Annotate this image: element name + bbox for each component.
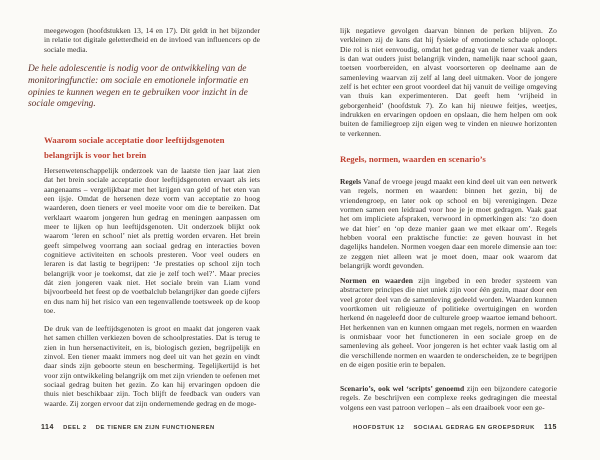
left-page-number: 114 [41, 424, 54, 431]
pull-quote: De hele adolescentie is nodig voor de ontwikkeling van de monitoringfunctie: om sociale en emotionele informatie en opinies te kunnen wegen en te gebruiken voor inzicht in de sociale omgeving. [28, 64, 249, 110]
left-footer-title: DE TIENER EN ZIJN FUNCTIONEREN [95, 425, 215, 431]
right-body-paragraph-normen [340, 276, 557, 369]
paragraph-lead-scenarios: Scenario’s, ook wel ‘scripts’ genoemd [340, 384, 465, 393]
left-page-footer [41, 424, 215, 431]
left-intro-paragraph: meegewogen (hoofdstukken 13, 14 en 17). Dit geldt in het bijzonder in relatie tot digitale geletterdheid en de invloed van influencers op de sociale media. [44, 26, 260, 54]
right-footer-chapter: HOOFDSTUK 12 [353, 425, 405, 431]
paragraph-text: zijn ingebed in een breder systeem van abstractere principes die niet uniek zijn voor één gezin, maar door een veel groter deel van de samenleving gedeeld worden. Waarden kunnen voortkomen uit religieuze of politieke overtuigingen en worden herkend én nageleefd door de culturele groep waartoe iemand behoort. Het herkennen van en kunnen omgaan met regels, normen en waarden is onmisbaar voor het functioneren in een sociale groep en de samenleving als geheel. Voor jongeren is het echter vaak lastig om al die verschillende normen en waarden te onderscheiden, ze te begrijpen en de eigen positie erin te bepalen. [340, 276, 557, 370]
paragraph-lead-regels: Regels [340, 177, 362, 186]
right-intro-paragraph: lijk negatieve gevolgen daarvan binnen de perken blijven. Zo verkleinen zij de kans dat hij fysieke of emotionele schade oploopt. Die rol is niet eenvoudig, omdat het gedrag van de tiener vaak anders is dan wat ouders juist belangrijk vinden, namelijk naar school gaan, toetsen voorbereiden, en alvast voorsorteren op deelname aan de samenleving waarvan zij zelf al lang deel uitmaken. Voor de jongere zelf is het echter een groot voordeel dat hij vanuit de veilige omgeving van thuis kan experimenteren. Dat geeft hem ‘vrijheid in geborgenheid’ (hoofdstuk 7). Zo kan hij nieuwe feitjes, weetjes, indrukken en ervaringen opdoen en opslaan, die hem helpen om ook buiten de familiegroep zijn eigen weg te vinden en nieuwe horizonten te verkennen. [340, 26, 557, 138]
left-body-paragraph-1: Hersenwetenschappelijk onderzoek van de laatste tien jaar laat zien dat het brein sociale acceptatie door leeftijdsgenoten ervaart als iets aangenaams – vergelijkbaar met het krijgen van geld of het eten van een ijsje. Omdat de hersenen deze vorm van acceptatie zo hoog waarderen, doen tieners er veel moeite voor om die te bereiken. Dat verklaart waarom jongeren hun gedrag en meningen aanpassen om meer te lijken op hun leeftijdsgenoten. Uit onderzoek blijkt ook waarom ‘leren en school’ niet als prettig worden ervaren. Het brein geeft simpelweg voorrang aan sociaal gedrag en interacties boven cognitieve activiteiten en schools presteren. Voor veel ouders en leraren is dat lastig te begrijpen: ‘Je prestaties op school zijn toch belangrijk voor je toekomst, dat zie je zelf toch wel?’. Maar precies dát zien jongeren vaak niet. Het sociale brein van Liam vond bijvoorbeeld het feest op de voetbalclub belangrijker dan goede cijfers en dus nam hij het risico van een tegenvallende toetsweek op de koop toe. [44, 166, 260, 316]
right-body-paragraph-regels [340, 177, 557, 270]
right-footer-title: SOCIAAL GEDRAG EN GROEPSDRUK [413, 425, 535, 431]
right-body-paragraph-scenarios [340, 384, 557, 412]
right-section-heading: Regels, normen, waarden en scenario’s [340, 154, 486, 164]
left-body-paragraph-2: De druk van de leeftijdsgenoten is groot en maakt dat jongeren vaak het samen chillen verkiezen boven de schoolprestaties. Dat is terug te zien in hun hersenactiviteit, en is, biologisch gezien, begrijpelijk en zinvol. Een tiener maakt immers nog deel uit van het gezin en vindt daar sinds zijn geboorte steun en bescherming. Tegelijkertijd is het voor zijn ontwikkeling belangrijk om met zijn vrienden te oefenen met sociaal gedrag buiten het gezin. Zo kan hij ervaringen opdoen die thuis niet beschikbaar zijn. Toch blijft de feedback van ouders van waarde. Zij zorgen ervoor dat zijn ondernemende gedrag en de moge- [44, 324, 260, 408]
right-page-footer [340, 424, 557, 431]
left-footer-part: DEEL 2 [63, 425, 87, 431]
paragraph-lead-normen: Normen en waarden [340, 276, 413, 285]
left-section-heading: Waarom sociale acceptatie door leeftijdsgenoten belangrijk is voor het brein [44, 135, 225, 160]
paragraph-text: Vanaf de vroege jeugd maakt een kind deel uit van een netwerk van regels, normen en waarden: binnen het gezin, bij de vriendengroep, en later ook op school en bij verenigingen. Deze vormen samen een leidraad voor hoe je je moet gedragen. Vaak gaat het om impliciete afspraken, verwoord in opmerkingen als: ‘zo doen we dat hier’ en ‘op deze manier gaan we met elkaar om’. Regels hebben vooral een praktische functie: ze geven houvast in het dagelijks handelen. Normen voegen daar een morele dimensie aan toe: ze zeggen niet alleen wat je moet doen, maar ook waarom dat belangrijk wordt gevonden. [340, 177, 557, 271]
right-page-number: 115 [544, 424, 557, 431]
paragraph-text: zijn een bijzondere categorie regels. Ze beschrijven een complexe reeks gedragingen die meestal volgens een vast patroon verlopen – als een draaiboek voor een ge- [340, 384, 557, 412]
